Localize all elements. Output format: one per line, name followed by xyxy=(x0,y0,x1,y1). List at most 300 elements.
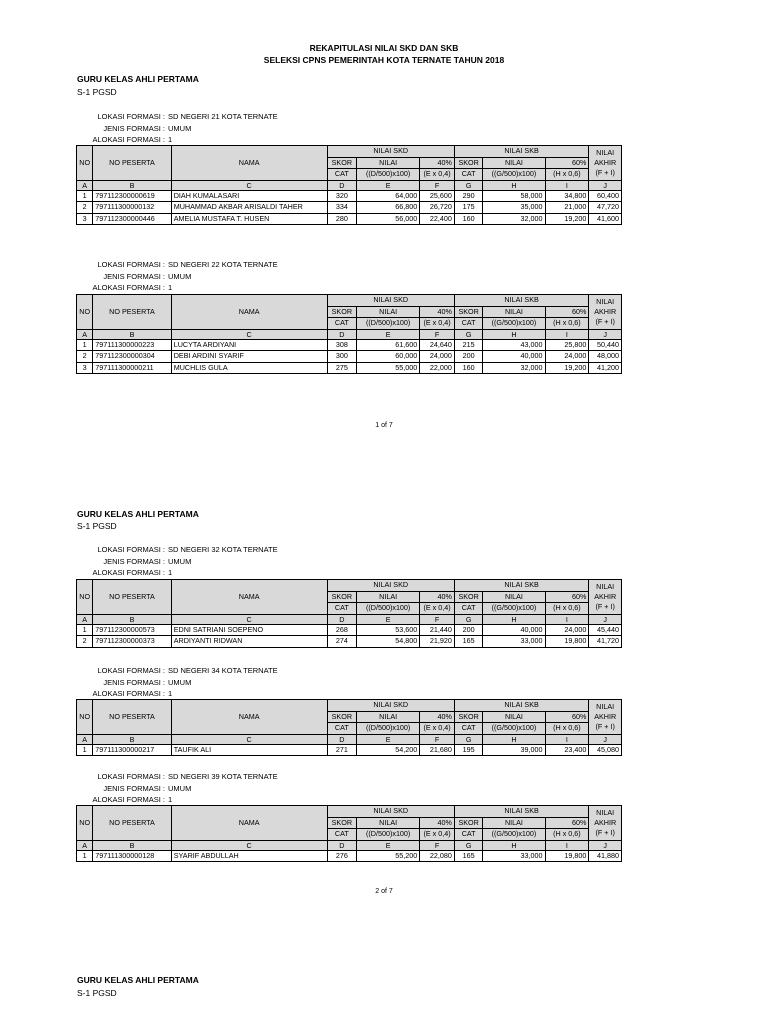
col-header-nilai-skd-val: NILAI xyxy=(357,591,420,603)
col-header-nilai-akhir xyxy=(589,580,622,615)
cell-nilai-skd: 56,000 xyxy=(357,213,420,225)
col-header-cat-skb: CAT xyxy=(454,169,483,181)
col-header-nilai-skd: NILAI SKD xyxy=(327,806,454,818)
column-letter: E xyxy=(357,840,420,850)
table-row xyxy=(77,190,622,202)
col-header-skor-skb: SKOR xyxy=(454,591,483,603)
col-header-60pct: 60% xyxy=(545,591,589,603)
col-header-nilai-skb: NILAI SKB xyxy=(454,295,588,307)
col-header-no-peserta: NO PESERTA xyxy=(93,295,171,330)
nilai-akhir-label: (F + I) xyxy=(595,167,615,177)
cell-40pct: 22,400 xyxy=(420,213,455,225)
formasi-lokasi-value: SD NEGERI 21 KOTA TERNATE xyxy=(168,112,278,121)
formasi-jenis-row xyxy=(90,677,278,689)
cell-no-peserta: 797111300000128 xyxy=(93,850,171,862)
col-header-no: NO xyxy=(77,580,93,615)
column-letter: H xyxy=(483,614,545,624)
nilai-akhir-label: AKHIR xyxy=(594,817,617,827)
cell-nilai-akhir: 45,080 xyxy=(589,744,622,756)
cell-40pct: 24,640 xyxy=(420,339,455,351)
nilai-akhir-label: AKHIR xyxy=(594,711,617,721)
cell-skor-skb: 215 xyxy=(454,339,483,351)
column-letter: H xyxy=(483,734,545,744)
cell-skor-skd: 320 xyxy=(327,190,357,202)
cell-nilai-skb: 43,000 xyxy=(483,339,545,351)
cell-skor-skd: 271 xyxy=(327,744,357,756)
col-header-skd-formula: ((D/500)x100) xyxy=(357,169,420,181)
col-header-e-formula: (E x 0,4) xyxy=(420,318,455,330)
column-letter: B xyxy=(93,180,171,190)
column-letter: B xyxy=(93,734,171,744)
column-letter: D xyxy=(327,180,357,190)
col-header-no: NO xyxy=(77,295,93,330)
formasi-jenis-row xyxy=(90,123,278,135)
score-table xyxy=(76,805,622,862)
column-letter: E xyxy=(357,329,420,339)
col-header-40pct: 40% xyxy=(420,306,455,318)
col-header-nama: NAMA xyxy=(171,295,327,330)
column-letter: G xyxy=(454,614,483,624)
column-letter-row xyxy=(77,180,622,190)
formasi-jenis-row xyxy=(90,556,278,568)
formasi-lokasi-value: SD NEGERI 34 KOTA TERNATE xyxy=(168,666,278,675)
cell-nilai-skd: 54,200 xyxy=(357,744,420,756)
header-row xyxy=(77,580,622,592)
col-header-cat-skd: CAT xyxy=(327,169,357,181)
formasi-jenis-row xyxy=(90,783,278,795)
column-letter: D xyxy=(327,329,357,339)
cell-nilai-akhir: 41,600 xyxy=(589,213,622,225)
cell-nama: LUCYTA ARDIYANI xyxy=(171,339,327,351)
cell-skor-skd: 276 xyxy=(327,850,357,862)
cell-nilai-skb: 32,000 xyxy=(483,213,545,225)
table-row xyxy=(77,636,622,648)
cell-skor-skd: 275 xyxy=(327,362,357,374)
cell-60pct: 19,800 xyxy=(545,850,589,862)
table-row xyxy=(77,850,622,862)
col-header-nilai-skb-val: NILAI xyxy=(483,591,545,603)
column-letter: H xyxy=(483,180,545,190)
column-letter: F xyxy=(420,614,455,624)
nilai-akhir-label: AKHIR xyxy=(594,157,617,167)
cell-60pct: 24,000 xyxy=(545,351,589,363)
table-row xyxy=(77,362,622,374)
cell-skor-skd: 300 xyxy=(327,351,357,363)
col-header-e-formula: (E x 0,4) xyxy=(420,723,455,735)
col-header-skor-skd: SKOR xyxy=(327,817,357,829)
formasi-jenis-value: UMUM xyxy=(168,271,192,281)
column-letter: G xyxy=(454,329,483,339)
cell-60pct: 19,200 xyxy=(545,362,589,374)
cell-nilai-skb: 33,000 xyxy=(483,636,545,648)
column-letter: D xyxy=(327,614,357,624)
formasi-jenis-label: JENIS FORMASI : xyxy=(103,556,165,566)
header-row xyxy=(77,700,622,712)
formasi-lokasi-row xyxy=(90,665,278,677)
col-header-skor-skd: SKOR xyxy=(327,711,357,723)
col-header-no-peserta: NO PESERTA xyxy=(93,146,171,181)
nilai-akhir-label: (F + I) xyxy=(595,721,615,731)
cell-no: 2 xyxy=(77,202,93,214)
formasi-info xyxy=(90,665,278,700)
col-header-nilai-akhir xyxy=(589,700,622,735)
column-letter: C xyxy=(171,180,327,190)
nilai-akhir-label: (F + I) xyxy=(595,316,615,326)
formasi-jenis-value: UMUM xyxy=(168,783,192,793)
formasi-info xyxy=(90,259,278,294)
cell-nilai-akhir: 47,720 xyxy=(589,202,622,214)
col-header-skor-skd: SKOR xyxy=(327,591,357,603)
cell-60pct: 24,000 xyxy=(545,624,589,636)
column-letter: H xyxy=(483,840,545,850)
formasi-alokasi-label: ALOKASI FORMASI : xyxy=(92,795,165,804)
cell-nilai-skd: 55,000 xyxy=(357,362,420,374)
cell-skor-skb: 165 xyxy=(454,850,483,862)
col-header-nilai-skd-val: NILAI xyxy=(357,157,420,169)
col-header-cat-skb: CAT xyxy=(454,723,483,735)
formasi-info xyxy=(90,544,278,579)
column-letter: C xyxy=(171,734,327,744)
col-header-nama: NAMA xyxy=(171,806,327,841)
formasi-alokasi-value: 1 xyxy=(168,689,173,698)
cell-nama: DEBI ARDINI SYARIF xyxy=(171,351,327,363)
cell-no: 1 xyxy=(77,850,93,862)
cell-nilai-akhir: 41,880 xyxy=(589,850,622,862)
column-letter: G xyxy=(454,734,483,744)
col-header-40pct: 40% xyxy=(420,591,455,603)
column-letter: A xyxy=(77,614,93,624)
nilai-akhir-label: NILAI xyxy=(596,296,615,306)
cell-40pct: 22,000 xyxy=(420,362,455,374)
col-header-nilai-skb: NILAI SKB xyxy=(454,146,588,158)
col-header-40pct: 40% xyxy=(420,817,455,829)
cell-nilai-skd: 61,600 xyxy=(357,339,420,351)
formasi-lokasi-label: LOKASI FORMASI : xyxy=(97,260,165,269)
col-header-skb-formula: ((G/500)x100) xyxy=(483,603,545,615)
column-letter: G xyxy=(454,840,483,850)
cell-nilai-skb: 32,000 xyxy=(483,362,545,374)
col-header-skor-skb: SKOR xyxy=(454,711,483,723)
column-letter: A xyxy=(77,734,93,744)
col-header-skor-skd: SKOR xyxy=(327,157,357,169)
formasi-alokasi-label: ALOKASI FORMASI : xyxy=(92,689,165,698)
document-title xyxy=(0,42,768,66)
col-header-60pct: 60% xyxy=(545,817,589,829)
col-header-h-formula: (H x 0,6) xyxy=(545,169,589,181)
score-table xyxy=(76,699,622,756)
column-letter: J xyxy=(589,840,622,850)
cell-no-peserta: 797112300000446 xyxy=(93,213,171,225)
nilai-akhir-label: NILAI xyxy=(596,701,615,711)
cell-skor-skd: 308 xyxy=(327,339,357,351)
column-letter: E xyxy=(357,180,420,190)
score-table xyxy=(76,579,622,648)
cell-no-peserta: 797111300000217 xyxy=(93,744,171,756)
cell-nama: EDNI SATRIANI SOEPENO xyxy=(171,624,327,636)
col-header-60pct: 60% xyxy=(545,157,589,169)
formasi-lokasi-label: LOKASI FORMASI : xyxy=(97,112,165,121)
cell-nilai-skd: 55,200 xyxy=(357,850,420,862)
section-heading: GURU KELAS AHLI PERTAMA xyxy=(77,509,199,519)
formasi-alokasi-row xyxy=(90,282,278,294)
col-header-skor-skb: SKOR xyxy=(454,817,483,829)
col-header-no: NO xyxy=(77,146,93,181)
cell-no: 2 xyxy=(77,636,93,648)
column-letter: I xyxy=(545,329,589,339)
section-heading: GURU KELAS AHLI PERTAMA xyxy=(77,975,199,985)
nilai-akhir-label: NILAI xyxy=(596,581,615,591)
cell-nilai-skb: 39,000 xyxy=(483,744,545,756)
col-header-no-peserta: NO PESERTA xyxy=(93,700,171,735)
cell-nama: AMELIA MUSTAFA T. HUSEN xyxy=(171,213,327,225)
section-heading: GURU KELAS AHLI PERTAMA xyxy=(77,74,199,84)
cell-nilai-akhir: 41,200 xyxy=(589,362,622,374)
cell-skor-skb: 160 xyxy=(454,213,483,225)
table-row xyxy=(77,202,622,214)
formasi-jenis-value: UMUM xyxy=(168,556,192,566)
cell-40pct: 21,920 xyxy=(420,636,455,648)
cell-no: 1 xyxy=(77,190,93,202)
cell-no-peserta: 797111300000223 xyxy=(93,339,171,351)
cell-nilai-akhir: 41,720 xyxy=(589,636,622,648)
table-row xyxy=(77,624,622,636)
cell-skor-skb: 175 xyxy=(454,202,483,214)
cell-nama: MUCHLIS GULA xyxy=(171,362,327,374)
column-letter: E xyxy=(357,734,420,744)
formasi-jenis-label: JENIS FORMASI : xyxy=(103,123,165,133)
col-header-h-formula: (H x 0,6) xyxy=(545,829,589,841)
col-header-h-formula: (H x 0,6) xyxy=(545,318,589,330)
col-header-e-formula: (E x 0,4) xyxy=(420,169,455,181)
formasi-jenis-label: JENIS FORMASI : xyxy=(103,677,165,687)
nilai-akhir-label: (F + I) xyxy=(595,827,615,837)
col-header-skd-formula: ((D/500)x100) xyxy=(357,318,420,330)
col-header-nilai-skd-val: NILAI xyxy=(357,711,420,723)
cell-60pct: 19,800 xyxy=(545,636,589,648)
cell-40pct: 21,440 xyxy=(420,624,455,636)
cell-nilai-akhir: 48,000 xyxy=(589,351,622,363)
cell-40pct: 21,680 xyxy=(420,744,455,756)
header-row xyxy=(77,806,622,818)
formasi-lokasi-row xyxy=(90,259,278,271)
col-header-nilai-skd: NILAI SKD xyxy=(327,700,454,712)
col-header-skd-formula: ((D/500)x100) xyxy=(357,723,420,735)
col-header-nama: NAMA xyxy=(171,580,327,615)
col-header-e-formula: (E x 0,4) xyxy=(420,829,455,841)
col-header-nilai-akhir xyxy=(589,295,622,330)
cell-skor-skb: 200 xyxy=(454,624,483,636)
column-letter: F xyxy=(420,840,455,850)
column-letter: A xyxy=(77,329,93,339)
cell-60pct: 34,800 xyxy=(545,190,589,202)
col-header-nama: NAMA xyxy=(171,700,327,735)
col-header-60pct: 60% xyxy=(545,306,589,318)
cell-no-peserta: 797111300000132 xyxy=(93,202,171,214)
column-letter: B xyxy=(93,840,171,850)
col-header-nilai-skb: NILAI SKB xyxy=(454,806,588,818)
column-letter-row xyxy=(77,614,622,624)
cell-no: 3 xyxy=(77,213,93,225)
col-header-nilai-akhir xyxy=(589,806,622,841)
cell-nilai-akhir: 60,400 xyxy=(589,190,622,202)
col-header-skb-formula: ((G/500)x100) xyxy=(483,169,545,181)
col-header-skor-skd: SKOR xyxy=(327,306,357,318)
score-table xyxy=(76,145,622,225)
cell-40pct: 26,720 xyxy=(420,202,455,214)
formasi-lokasi-value: SD NEGERI 39 KOTA TERNATE xyxy=(168,772,278,781)
formasi-lokasi-value: SD NEGERI 32 KOTA TERNATE xyxy=(168,545,278,554)
cell-no-peserta: 797112300000304 xyxy=(93,351,171,363)
formasi-lokasi-label: LOKASI FORMASI : xyxy=(97,545,165,554)
column-letter: A xyxy=(77,840,93,850)
header-row xyxy=(77,146,622,158)
column-letter: F xyxy=(420,734,455,744)
cell-nama: SYARIF ABDULLAH xyxy=(171,850,327,862)
cell-60pct: 25,800 xyxy=(545,339,589,351)
column-letter: C xyxy=(171,329,327,339)
cell-nilai-skb: 35,000 xyxy=(483,202,545,214)
nilai-akhir-label: NILAI xyxy=(596,807,615,817)
column-letter: C xyxy=(171,840,327,850)
column-letter: G xyxy=(454,180,483,190)
col-header-no: NO xyxy=(77,700,93,735)
cell-skor-skd: 268 xyxy=(327,624,357,636)
cell-60pct: 19,200 xyxy=(545,213,589,225)
column-letter-row xyxy=(77,329,622,339)
column-letter: D xyxy=(327,734,357,744)
col-header-cat-skd: CAT xyxy=(327,318,357,330)
table-row xyxy=(77,213,622,225)
column-letter: C xyxy=(171,614,327,624)
cell-no-peserta: 797112300000573 xyxy=(93,624,171,636)
column-letter: I xyxy=(545,734,589,744)
col-header-nilai-skd: NILAI SKD xyxy=(327,295,454,307)
header-row xyxy=(77,295,622,307)
formasi-lokasi-label: LOKASI FORMASI : xyxy=(97,666,165,675)
cell-no: 2 xyxy=(77,351,93,363)
cell-60pct: 23,400 xyxy=(545,744,589,756)
table-row xyxy=(77,351,622,363)
column-letter: J xyxy=(589,329,622,339)
col-header-cat-skb: CAT xyxy=(454,829,483,841)
column-letter: H xyxy=(483,329,545,339)
formasi-alokasi-row xyxy=(90,794,278,806)
col-header-skd-formula: ((D/500)x100) xyxy=(357,829,420,841)
col-header-no: NO xyxy=(77,806,93,841)
col-header-skb-formula: ((G/500)x100) xyxy=(483,829,545,841)
cell-nama: ARDIYANTI RIDWAN xyxy=(171,636,327,648)
cell-no: 1 xyxy=(77,624,93,636)
cell-no-peserta: 797112300000373 xyxy=(93,636,171,648)
cell-skor-skd: 334 xyxy=(327,202,357,214)
column-letter: F xyxy=(420,329,455,339)
column-letter: I xyxy=(545,840,589,850)
col-header-nilai-skb-val: NILAI xyxy=(483,306,545,318)
col-header-nilai-skd-val: NILAI xyxy=(357,306,420,318)
page-number: 2 of 7 xyxy=(375,888,393,895)
column-letter-row xyxy=(77,840,622,850)
formasi-jenis-label: JENIS FORMASI : xyxy=(103,271,165,281)
formasi-jenis-value: UMUM xyxy=(168,677,192,687)
col-header-40pct: 40% xyxy=(420,711,455,723)
column-letter: A xyxy=(77,180,93,190)
cell-no: 1 xyxy=(77,744,93,756)
col-header-cat-skb: CAT xyxy=(454,318,483,330)
col-header-nilai-akhir xyxy=(589,146,622,181)
cell-nama: TAUFIK ALI xyxy=(171,744,327,756)
table-row xyxy=(77,339,622,351)
formasi-alokasi-row xyxy=(90,688,278,700)
score-table xyxy=(76,294,622,374)
table-row xyxy=(77,744,622,756)
formasi-alokasi-row xyxy=(90,567,278,579)
col-header-h-formula: (H x 0,6) xyxy=(545,603,589,615)
col-header-nilai-skd: NILAI SKD xyxy=(327,580,454,592)
cell-no: 3 xyxy=(77,362,93,374)
formasi-alokasi-value: 1 xyxy=(168,568,173,577)
title-line-1: REKAPITULASI NILAI SKD DAN SKB xyxy=(309,43,459,53)
formasi-alokasi-value: 1 xyxy=(168,795,173,804)
col-header-nilai-skd-val: NILAI xyxy=(357,817,420,829)
nilai-akhir-label: NILAI xyxy=(596,147,615,157)
col-header-skor-skb: SKOR xyxy=(454,306,483,318)
cell-nilai-skd: 54,800 xyxy=(357,636,420,648)
column-letter-row xyxy=(77,734,622,744)
nilai-akhir-label: (F + I) xyxy=(595,601,615,611)
column-letter: J xyxy=(589,734,622,744)
column-letter: J xyxy=(589,180,622,190)
cell-no-peserta: 797111300000211 xyxy=(93,362,171,374)
formasi-jenis-row xyxy=(90,271,278,283)
column-letter: I xyxy=(545,180,589,190)
col-header-cat-skb: CAT xyxy=(454,603,483,615)
formasi-lokasi-row xyxy=(90,544,278,556)
cell-nilai-skd: 53,600 xyxy=(357,624,420,636)
col-header-nilai-skb: NILAI SKB xyxy=(454,580,588,592)
formasi-info xyxy=(90,771,278,806)
title-line-2: SELEKSI CPNS PEMERINTAH KOTA TERNATE TAHUN 2018 xyxy=(263,55,505,65)
formasi-lokasi-row xyxy=(90,111,278,123)
formasi-alokasi-value: 1 xyxy=(168,283,173,292)
cell-40pct: 22,080 xyxy=(420,850,455,862)
cell-skor-skb: 195 xyxy=(454,744,483,756)
cell-60pct: 21,000 xyxy=(545,202,589,214)
formasi-info xyxy=(90,111,278,146)
cell-nilai-akhir: 45,440 xyxy=(589,624,622,636)
cell-skor-skb: 290 xyxy=(454,190,483,202)
cell-skor-skb: 160 xyxy=(454,362,483,374)
cell-nilai-skb: 40,000 xyxy=(483,624,545,636)
section-subheading: S-1 PGSD xyxy=(77,988,117,998)
formasi-lokasi-label: LOKASI FORMASI : xyxy=(97,772,165,781)
col-header-nilai-skb: NILAI SKB xyxy=(454,700,588,712)
col-header-skd-formula: ((D/500)x100) xyxy=(357,603,420,615)
formasi-alokasi-label: ALOKASI FORMASI : xyxy=(92,568,165,577)
formasi-jenis-label: JENIS FORMASI : xyxy=(103,783,165,793)
col-header-cat-skd: CAT xyxy=(327,603,357,615)
section-subheading: S-1 PGSD xyxy=(77,87,117,97)
cell-nama: MUHAMMAD AKBAR ARISALDI TAHER xyxy=(171,202,327,214)
nilai-akhir-label: AKHIR xyxy=(594,591,617,601)
column-letter: E xyxy=(357,614,420,624)
cell-nilai-akhir: 50,440 xyxy=(589,339,622,351)
cell-skor-skd: 280 xyxy=(327,213,357,225)
column-letter: B xyxy=(93,329,171,339)
col-header-no-peserta: NO PESERTA xyxy=(93,580,171,615)
column-letter: I xyxy=(545,614,589,624)
page-number: 1 of 7 xyxy=(375,422,393,429)
formasi-alokasi-value: 1 xyxy=(168,135,173,144)
